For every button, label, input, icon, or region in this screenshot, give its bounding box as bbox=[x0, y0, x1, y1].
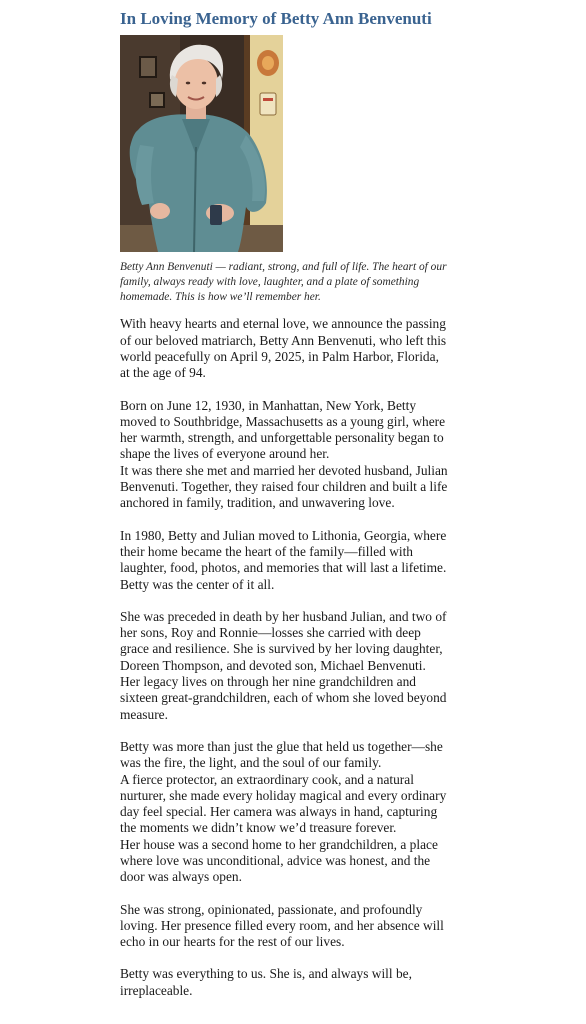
obituary-text bbox=[120, 316, 450, 999]
paragraph-tribute: Betty was more than just the glue that held us together—she was the fire, the light, and the soul of our family. A fierce protector, an extraordinary cook, and a natural nurturer, she made every holiday magical and every ordinary day feel special. Her camera was always in hand, capturing the moments we didn’t know we’d treasure forever. Her house was a second home to her grandchildren, a place where love was unconditional, advice was honest, and the door was always open. bbox=[120, 738, 447, 885]
paragraph-family: She was preceded in death by her husband Julian, and two of her sons, Roy and Ronnie—losses she carried with deep grace and resilience. She is survived by her loving daughter, Doreen Thompson, and devoted son, Michael Benvenuti. Her legacy lives on through her nine grandchildren and sixteen great-grandchildren, each of whom she loved beyond measure. bbox=[120, 608, 447, 722]
page-title: In Loving Memory of Betty Ann Benvenuti bbox=[120, 9, 432, 28]
paragraph-georgia: In 1980, Betty and Julian moved to Lithonia, Georgia, where their home became the heart of the family—filled with laughter, food, photos, and memories that will last a lifetime. Betty was the center of it all. bbox=[120, 527, 447, 592]
paragraph-early-life: Born on June 12, 1930, in Manhattan, New York, Betty moved to Southbridge, Massachusetts as a young girl, where her warmth, strength, and unforgettable personality began to shape the lives of everyone around her. It was there she met and married her devoted husband, Julian Benvenuti. Together, they raised four children and built a life anchored in family, tradition, and unwavering love. bbox=[120, 397, 448, 511]
obituary-page bbox=[120, 0, 560, 1015]
portrait-photo bbox=[120, 35, 283, 252]
paragraph-closing: Betty was everything to us. She is, and always will be, irreplaceable. bbox=[120, 966, 412, 998]
paragraph-announcement: With heavy hearts and eternal love, we announce the passing of our beloved matriarch, Betty Ann Benvenuti, who left this world peacefully on April 9, 2025, in Palm Harbor, Florida, at the age of 94. bbox=[120, 316, 447, 381]
photo-caption: Betty Ann Benvenuti — radiant, strong, and full of life. The heart of our family, always ready with love, laughter, and a plate of something homemade. This is how we’ll remember her. bbox=[120, 261, 447, 303]
paragraph-character: She was strong, opinionated, passionate, and profoundly loving. Her presence filled every room, and her absence will echo in our hearts for the rest of our lives. bbox=[120, 901, 444, 950]
